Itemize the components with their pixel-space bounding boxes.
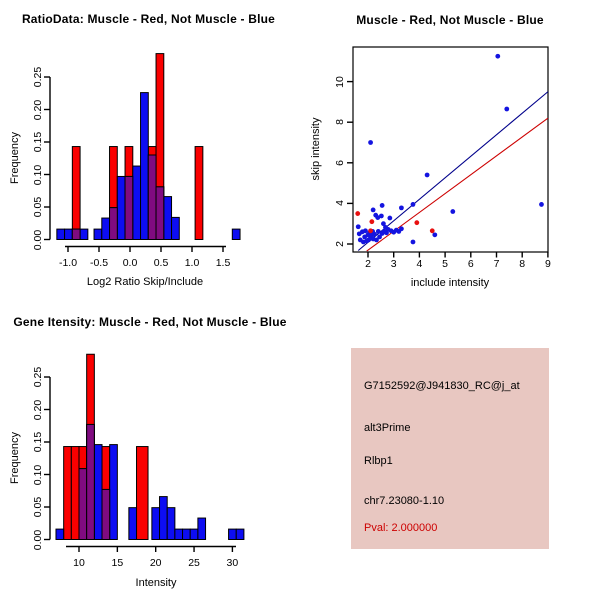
ratio_hist-bar-not-muscle-blue <box>141 93 149 240</box>
muscle-red-points <box>355 211 360 216</box>
ratio_hist-y-tick-label: 0.00 <box>32 229 44 250</box>
gene_hist-bar-overlap-purple <box>102 489 110 539</box>
gene-hist-xlabel: Intensity <box>135 577 177 589</box>
not-muscle-blue-points <box>372 232 377 237</box>
gene_hist-y-tick-label: 0.05 <box>32 496 44 518</box>
intensity_scatter-x-tick-label: 8 <box>519 258 526 270</box>
ratio_hist-bar-overlap-purple <box>125 176 133 239</box>
gene_hist-bar-not-muscle-blue <box>167 508 175 540</box>
muscle-red-points <box>430 228 435 233</box>
scatter-ylabel: skip intensity <box>310 117 322 181</box>
gene-hist-title: Gene Itensity: Muscle - Red, Not Muscle - Blue <box>13 315 287 329</box>
gene_hist-bar-not-muscle-blue <box>152 508 160 540</box>
not-muscle-blue-points <box>380 203 385 208</box>
ratio_hist-bar-not-muscle-blue <box>102 218 110 239</box>
intensity_scatter-y-tick-label: 4 <box>334 200 346 207</box>
ratio_hist-bar-not-muscle-blue <box>133 166 141 239</box>
not-muscle-blue-points <box>450 209 455 214</box>
scatter-title: Muscle - Red, Not Muscle - Blue <box>356 13 544 27</box>
intensity_scatter-y-tick-label: 10 <box>334 75 346 88</box>
gene_hist-y-tick-label: 0.00 <box>32 529 44 550</box>
gene_hist-bar-not-muscle-blue <box>175 529 183 539</box>
gene_hist-bar-overlap-purple <box>87 424 95 539</box>
ratio_hist-x-tick-label: -1.0 <box>58 257 78 269</box>
intensity_scatter-y-tick-label: 6 <box>334 159 346 166</box>
not-muscle-blue-points <box>379 214 384 219</box>
gene_hist-y-tick-label: 0.25 <box>32 366 44 388</box>
pval-text: Pval: 2.000000 <box>364 522 438 534</box>
chromosome-location-text: chr7.23080-1.10 <box>364 495 445 507</box>
gene_hist-bar-muscle-red <box>71 447 79 540</box>
not-muscle-blue-points <box>539 202 544 207</box>
ratio_hist-x-tick-label: 0.5 <box>153 257 169 269</box>
gene_hist-bar-not-muscle-blue <box>229 529 237 539</box>
ratio_hist-bar-overlap-purple <box>72 229 80 239</box>
gene_hist-x-tick-label: 30 <box>226 557 239 569</box>
scatter-xlabel: include intensity <box>410 277 490 289</box>
gene_hist-y-tick-label: 0.15 <box>32 431 44 453</box>
gene_hist-bar-overlap-purple <box>79 469 87 540</box>
not-muscle-blue-points <box>387 216 392 221</box>
intensity_scatter-x-tick-label: 7 <box>493 258 500 270</box>
gene-hist-ylabel: Frequency <box>9 432 21 484</box>
gene_hist-bar-not-muscle-blue <box>129 508 137 540</box>
ratio_hist-x-tick-label: -0.5 <box>89 257 109 269</box>
gene_hist-x-tick-label: 25 <box>188 557 200 569</box>
intensity_scatter-x-tick-label: 5 <box>442 258 449 270</box>
gene_hist-x-tick-label: 15 <box>111 557 124 569</box>
ratio_hist-bar-overlap-purple <box>156 187 164 240</box>
splice-type-text: alt3Prime <box>364 422 411 434</box>
gene_hist-y-tick-label: 0.10 <box>32 464 44 485</box>
not-muscle-blue-points <box>368 140 373 145</box>
ratio_hist-x-tick-label: 0.0 <box>122 257 138 269</box>
not-muscle-blue-points <box>363 228 368 233</box>
muscle-red-points <box>368 228 373 233</box>
ratio_hist-bar-not-muscle-blue <box>65 229 73 239</box>
ratio_hist-bar-not-muscle-blue <box>80 229 88 239</box>
gene_hist-x-tick-label: 20 <box>149 557 162 569</box>
ratio_hist-bar-muscle-red <box>195 147 203 240</box>
not-muscle-blue-points <box>425 173 430 178</box>
ratio_hist-bar-not-muscle-blue <box>232 229 240 239</box>
ratio_hist-y-tick-label: 0.10 <box>32 164 44 185</box>
ratio_hist-x-tick-label: 1.0 <box>184 257 200 269</box>
ratio_hist-y-tick-label: 0.15 <box>32 131 44 153</box>
intensity_scatter-x-tick-label: 2 <box>365 258 371 270</box>
intensity_scatter-y-tick-label: 8 <box>334 119 346 126</box>
ratio-hist-xlabel: Log2 Ratio Skip/Include <box>86 276 204 288</box>
gene_hist-bar-not-muscle-blue <box>236 529 244 539</box>
gene_hist-bar-not-muscle-blue <box>183 529 191 539</box>
not-muscle-blue-points <box>399 205 404 210</box>
not-muscle-blue-points <box>411 202 416 207</box>
not-muscle-blue-points <box>495 54 500 59</box>
not-muscle-blue-points <box>356 224 361 229</box>
ratio_hist-x-tick-label: 1.5 <box>215 257 231 269</box>
ratio_hist-bar-not-muscle-blue <box>164 197 172 240</box>
ratio_hist-y-tick-label: 0.25 <box>32 66 44 88</box>
ratio_hist-bar-overlap-purple <box>110 208 118 240</box>
gene_hist-bar-muscle-red <box>64 447 72 540</box>
ratio_hist-bar-muscle-red <box>72 147 80 240</box>
intensity_scatter-y-tick-label: 2 <box>334 241 346 247</box>
ratio-hist-title: RatioData: Muscle - Red, Not Muscle - Blue <box>21 12 276 26</box>
ratio_hist-bar-not-muscle-blue <box>94 229 102 239</box>
gene_hist-bar-not-muscle-blue <box>190 529 198 539</box>
ratio_hist-bar-not-muscle-blue <box>117 176 125 239</box>
gene_hist-bar-not-muscle-blue <box>110 445 118 540</box>
ratio_hist-bar-overlap-purple <box>148 155 156 240</box>
gene_hist-bar-muscle-red <box>137 447 149 540</box>
gene_hist-y-tick-label: 0.20 <box>32 399 44 420</box>
intensity_scatter-x-tick-label: 3 <box>390 258 397 270</box>
intensity_scatter-plot-box <box>353 47 548 252</box>
muscle-red-points <box>414 220 419 225</box>
intensity_scatter-x-tick-label: 9 <box>544 258 551 270</box>
not-muscle-blue-points <box>371 207 376 212</box>
intensity_scatter-x-tick-label: 6 <box>467 258 474 270</box>
not-muscle-blue-points <box>399 226 404 231</box>
gene_hist-bar-not-muscle-blue <box>94 445 102 540</box>
gene-info-panel <box>351 348 549 549</box>
gene_hist-bar-not-muscle-blue <box>160 497 168 540</box>
muscle-red-points <box>369 219 374 224</box>
ratio-hist-ylabel: Frequency <box>9 132 21 184</box>
not-muscle-blue-points <box>411 240 416 245</box>
ratio_hist-bar-not-muscle-blue <box>172 217 180 239</box>
ratio_hist-y-tick-label: 0.05 <box>32 196 44 218</box>
probe-id-text: G7152592@J941830_RC@j_at <box>364 380 520 392</box>
ratio_hist-bar-not-muscle-blue <box>57 229 65 239</box>
not-muscle-blue-points <box>504 107 509 112</box>
gene_hist-bar-not-muscle-blue <box>198 518 206 539</box>
gene_hist-bar-not-muscle-blue <box>56 529 64 539</box>
ratio_hist-y-tick-label: 0.20 <box>32 99 44 120</box>
not-muscle-blue-points <box>432 232 437 237</box>
gene-symbol-text: Rlbp1 <box>364 455 393 467</box>
intensity_scatter-x-tick-label: 4 <box>416 258 423 270</box>
gene_hist-x-tick-label: 10 <box>73 557 85 569</box>
